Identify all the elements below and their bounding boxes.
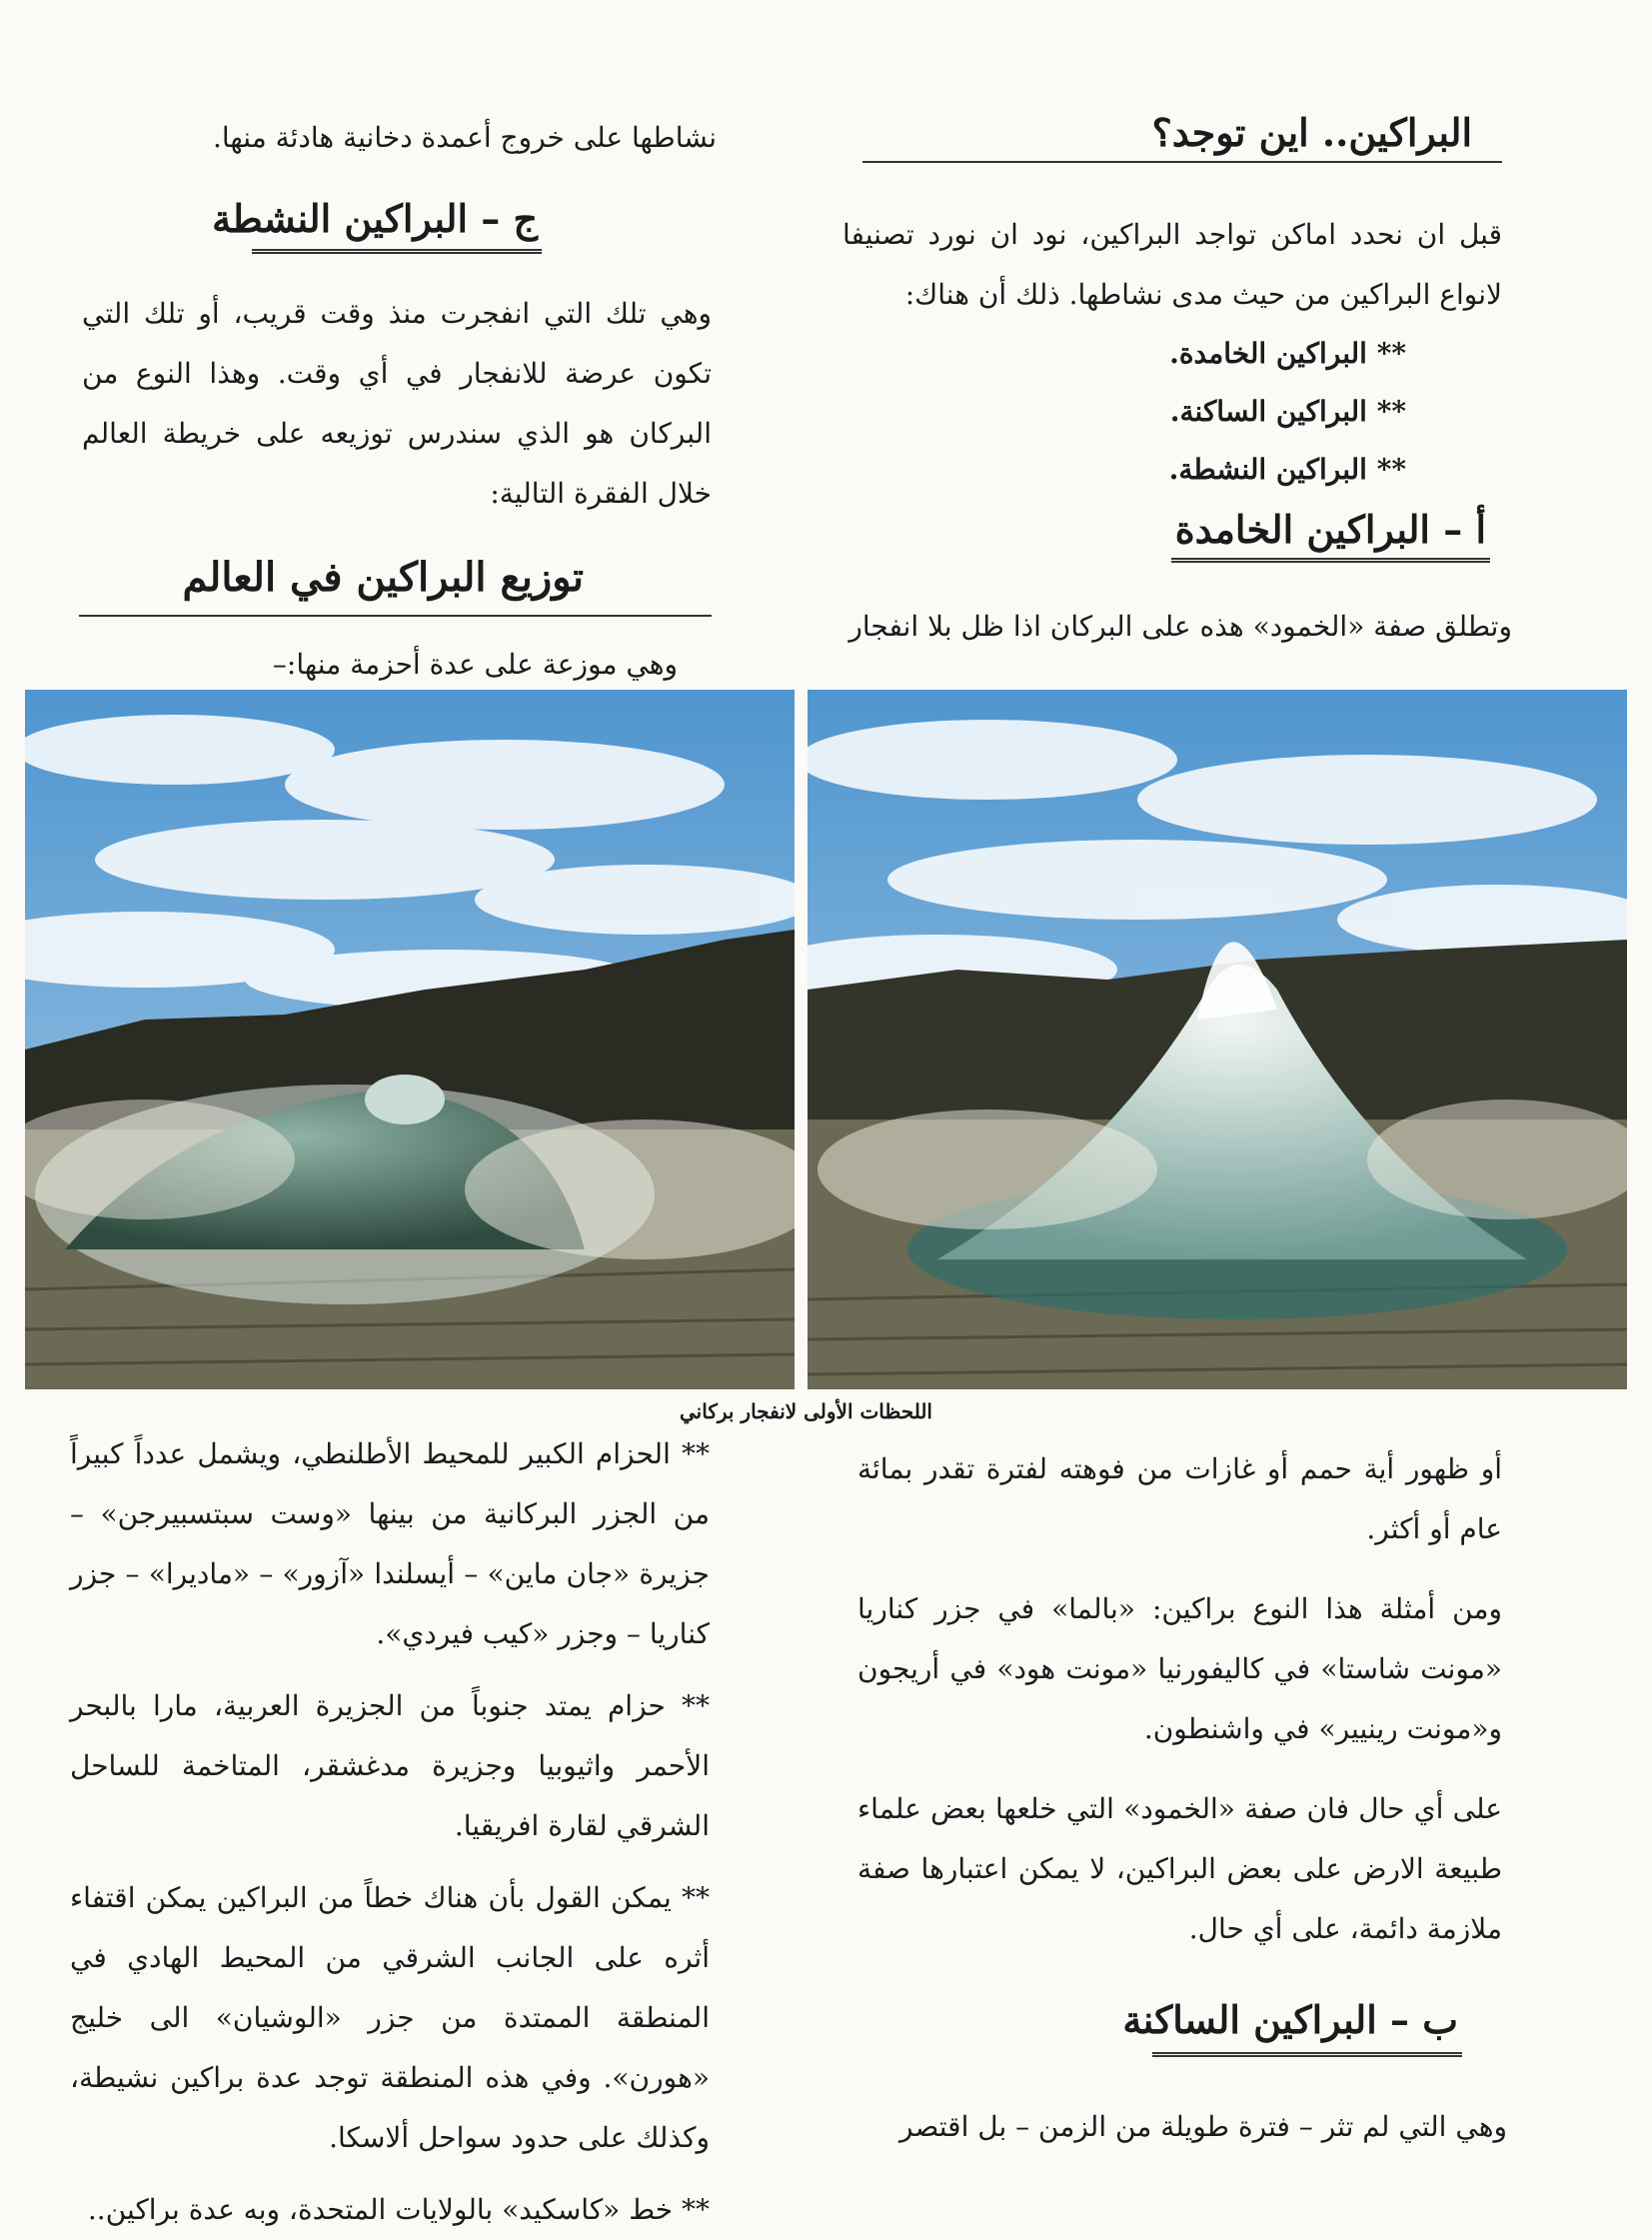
heading-distribution: توزيع البراكين في العالم — [182, 554, 584, 601]
right-column-top — [842, 110, 1512, 657]
belt-atlantic: ** الحزام الكبير للمحيط الأطلنطي، ويشمل عدداً كبيراً من الجزر البركانية من بينها «وست سبتسبيرجن» – جزيرة «جان ماين» – أيسلندا «آزور» – «ماديرا» – جزر كناريا – وجزر «كيب فيردي». — [70, 1437, 710, 1650]
subheading-quiet: ب – البراكين الساكنة — [1122, 1997, 1458, 2042]
photo-caption: اللحظات الأولى لانفجار بركاني — [680, 1399, 932, 1423]
subheading-b-wrap — [1122, 1997, 1462, 2057]
paragraph-dormant-note: على أي حال فان صفة «الخمود» التي خلعها بعض علماء طبيعة الارض على بعض البراكين، لا يمكن اعتبارها صفة ملازمة دائمة، على أي حال. — [857, 1792, 1502, 1945]
geyser-dome-photo — [25, 690, 795, 1389]
left-column-top — [82, 108, 717, 695]
geyser-eruption-photo — [808, 690, 1627, 1389]
belt-pacific: ** يمكن القول بأن هناك خطاً من البراكين يمكن اقتفاء أثره على الجانب الشرقي من المحيط الهادي في المنطقة الممتدة من جزر «الوشيان» الى خليج «هورن». وفي هذه المنطقة توجد عدة براكين نشيطة، وكذلك على حدود سواحل ألاسكا. — [70, 1881, 710, 2154]
heading-where-volcanoes: البراكين.. اين توجد؟ — [1151, 110, 1472, 155]
belt-cascade: ** خط «كاسكيد» بالولايات المتحدة، وبه عدة براكين.. — [87, 2193, 710, 2226]
type-item-quiet: ** البراكين الساكنة. — [1169, 395, 1406, 428]
type-item-active: ** البراكين النشطة. — [1168, 453, 1406, 486]
paragraph-a-start: وتطلق صفة «الخمود» هذه على البركان اذا ظل بلا انفجار — [848, 610, 1512, 643]
paragraph-dormant-cont: أو ظهور أية حمم أو غازات من فوهته لفترة تقدر بمائة عام أو أكثر. — [857, 1452, 1502, 1545]
subheading-active: ج – البراكين النشطة — [212, 196, 538, 241]
paragraph-quiet-start: وهي التي لم تثر – فترة طويلة من الزمن – بل اقتصر — [899, 2110, 1507, 2143]
continuation-line: نشاطها على خروج أعمدة دخانية هادئة منها. — [212, 121, 717, 154]
intro-paragraph: قبل ان نحدد اماكن تواجد البراكين، نود ان نورد تصنيفا لانواع البراكين من حيث مدى نشاطها. ذلك أن هناك: — [842, 218, 1502, 311]
geyser-dome-illustration — [25, 690, 795, 1389]
subheading-a-wrap — [1171, 507, 1490, 563]
subheading-dormant: أ – البراكين الخامدة — [1174, 507, 1486, 552]
section-heading-where — [862, 110, 1502, 163]
left-column-bottom — [70, 1424, 710, 2240]
types-list — [842, 325, 1406, 499]
type-item-dormant: ** البراكين الخامدة. — [1169, 337, 1406, 370]
belt-red-sea: ** حزام يمتد جنوباً من الجزيرة العربية، مارا بالبحر الأحمر واثيوبيا وجزيرة مدغشقر، المتاخمة للساحل الشرقي لقارة افريقيا. — [70, 1689, 710, 1842]
paragraph-dormant-examples: ومن أمثلة هذا النوع براكين: «بالما» في جزر كناريا «مونت شاستا» في كاليفورنيا «مونت هود» في أريجون و«مونت رينيير» في واشنطون. — [857, 1592, 1502, 1745]
paragraph-active: وهي تلك التي انفجرت منذ وقت قريب، أو تلك التي تكون عرضة للانفجار في أي وقت. وهذا النوع من البركان هو الذي سندرس توزيعه على خريطة العالم خلال الفقرة التالية: — [82, 297, 712, 510]
heading-dist-wrap — [79, 554, 712, 617]
geyser-eruption-illustration — [808, 690, 1627, 1389]
paragraph-distribution: وهي موزعة على عدة أحزمة منها:– — [272, 648, 678, 681]
subheading-c-wrap — [212, 196, 542, 254]
right-column-bottom — [857, 1439, 1507, 2157]
